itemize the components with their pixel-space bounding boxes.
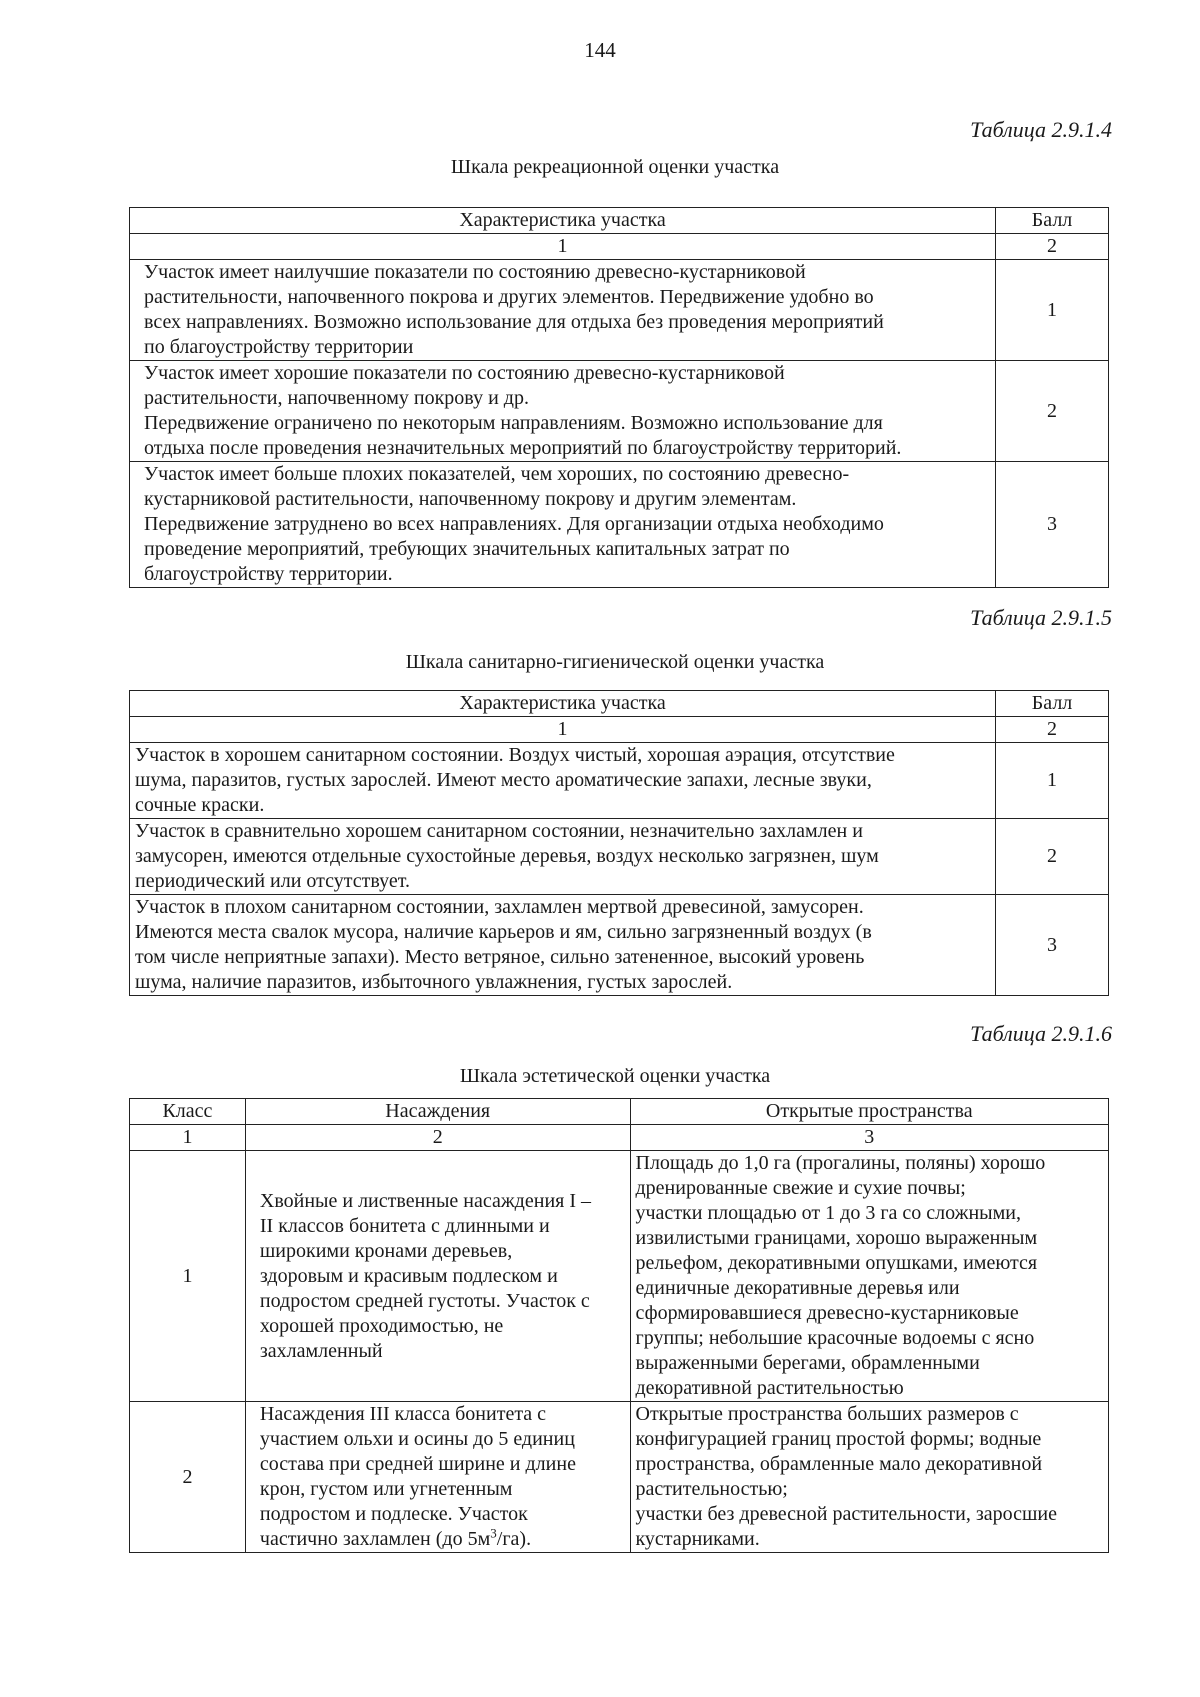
column-header: Характеристика участка: [130, 208, 996, 234]
table-row: [130, 462, 1109, 588]
column-header: Открытые пространства: [630, 1099, 1109, 1125]
header-row: [130, 691, 1109, 717]
table-title: Шкала эстетической оценки участка: [459, 1065, 771, 1087]
aesthetic-table: [129, 1098, 1109, 1553]
score-cell: 2: [996, 819, 1109, 895]
column-header: Балл: [996, 208, 1109, 234]
description-cell: Участок в плохом санитарном состоянии, захламлен мертвой древесиной, замусорен. Имеются места свалок мусора, наличие карьеров и ям, сильно загрязненный воздух (в том числе неприятные запахи). Место ветряное, сильно затененное, высокий уровень шума, наличие паразитов, избыточного увлажнения, густых зарослей.: [130, 895, 996, 996]
column-header: Насаждения: [245, 1099, 630, 1125]
score-cell: 3: [996, 895, 1109, 996]
open-space-cell: Открытые пространства больших размеров с конфигурацией границ простой формы; водные пространства, обрамленные мало декоративной растительностью; участки без древесной растительности, заросшие кустарниками.: [630, 1402, 1109, 1553]
plantings-last-line: частично захламлен (до $5м^3/га$).: [259, 1525, 532, 1550]
table-row: [130, 1402, 1109, 1553]
column-header: Класс: [130, 1099, 246, 1125]
index-cell: 1: [130, 717, 996, 743]
description-cell: Участок имеет наилучшие показатели по состоянию древесно-кустарниковой растительности, напочвенного покрова и других элементов. Передвижение удобно во всех направлениях. Возможно использование для отдыха без проведения мероприятий по благоустройству территории: [130, 260, 996, 361]
table-caption: Таблица 2.9.1.4: [970, 117, 1112, 142]
index-row: [130, 234, 1109, 260]
score-cell: 1: [996, 743, 1109, 819]
header-row: [130, 208, 1109, 234]
index-cell: 3: [630, 1125, 1109, 1151]
table-caption: Таблица 2.9.1.6: [970, 1021, 1112, 1046]
table-caption: Таблица 2.9.1.5: [970, 605, 1112, 630]
index-row: [130, 717, 1109, 743]
table-title: Шкала рекреационной оценки участка: [450, 156, 780, 178]
score-cell: 2: [996, 361, 1109, 462]
plantings-cell: Хвойные и лиственные насаждения I – II классов бонитета с длинными и широкими кронами деревьев, здоровым и красивым подлеском и подростом средней густоты. Участок с хорошей проходимостью, не захламленный: [245, 1151, 630, 1402]
index-row: [130, 1125, 1109, 1151]
recreation-table: [129, 207, 1109, 588]
table-row: [130, 895, 1109, 996]
description-cell: Участок в хорошем санитарном состоянии. Воздух чистый, хорошая аэрация, отсутствие шума, паразитов, густых зарослей. Имеют место ароматические запахи, лесные звуки, сочные краски.: [130, 743, 996, 819]
plantings-cell: Насаждения III класса бонитета с участием ольхи и осины до 5 единиц состава при средней ширине и длине крон, густом или угнетенным подростом и подлеске. Участок частично захламлен (до $5м^3/га$).: [245, 1402, 630, 1553]
description-cell: Участок в сравнительно хорошем санитарном состоянии, незначительно захламлен и замусорен, имеются отдельные сухостойные деревья, воздух несколько загрязнен, шум периодический или отсутствует.: [130, 819, 996, 895]
column-header: Характеристика участка: [130, 691, 996, 717]
index-cell: 2: [996, 717, 1109, 743]
table-row: [130, 361, 1109, 462]
table-row: [130, 260, 1109, 361]
class-cell: 1: [130, 1151, 246, 1402]
index-cell: 1: [130, 234, 996, 260]
sanitary-table: [129, 690, 1109, 996]
score-cell: 1: [996, 260, 1109, 361]
index-cell: 2: [996, 234, 1109, 260]
page-number: 144: [584, 38, 616, 62]
class-cell: 2: [130, 1402, 246, 1553]
index-cell: 2: [245, 1125, 630, 1151]
table-row: [130, 743, 1109, 819]
table-title: Шкала санитарно-гигиенической оценки участка: [405, 651, 825, 673]
header-row: [130, 1099, 1109, 1125]
column-header: Балл: [996, 691, 1109, 717]
table-row: [130, 819, 1109, 895]
description-cell: Участок имеет хорошие показатели по состоянию древесно-кустарниковой растительности, напочвенному покрову и др. Передвижение ограничено по некоторым направлениям. Возможно использование для отдыха после проведения незначительных мероприятий по благоустройству территорий.: [130, 361, 996, 462]
description-cell: Участок имеет больше плохих показателей, чем хороших, по состоянию древесно- кустарниковой растительности, напочвенному покрову и другим элементам. Передвижение затруднено во всех направлениях. Для организации отдыха необходимо проведение мероприятий, требующих значительных капитальных затрат по благоустройству территории.: [130, 462, 996, 588]
score-cell: 3: [996, 462, 1109, 588]
table-row: [130, 1151, 1109, 1402]
open-space-cell: Площадь до 1,0 га (прогалины, поляны) хорошо дренированные свежие и сухие почвы; участки площадью от 1 до 3 га со сложными, извилистыми границами, хорошо выраженным рельефом, декоративными опушками, имеются единичные декоративные деревья или сформировавшиеся древесно-кустарниковые группы; небольшие красочные водоемы с ясно выраженными берегами, обрамленными декоративной растительностью: [630, 1151, 1109, 1402]
index-cell: 1: [130, 1125, 246, 1151]
